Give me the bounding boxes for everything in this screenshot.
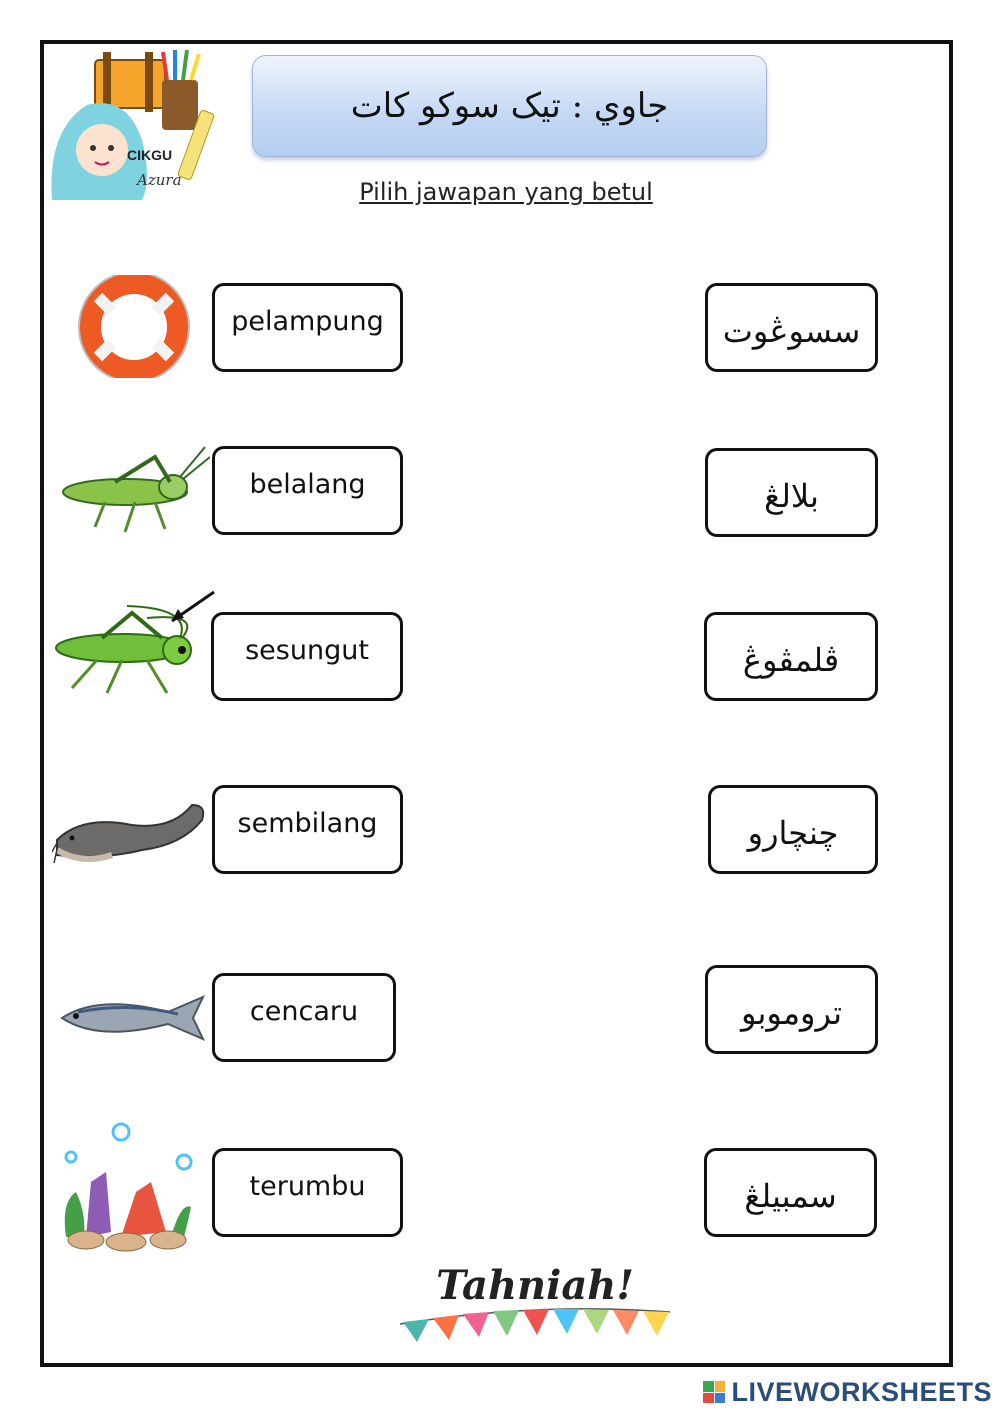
jawi-option-1[interactable]: سسوڠوت bbox=[705, 283, 878, 372]
grasshopper-icon bbox=[55, 437, 210, 537]
tahniah-text: Tahniah! bbox=[436, 1262, 634, 1309]
fish-icon bbox=[58, 992, 208, 1044]
word-box-sembilang[interactable]: sembilang bbox=[212, 785, 403, 874]
word-box-pelampung[interactable]: pelampung bbox=[212, 283, 403, 372]
bunting-icon bbox=[395, 1282, 675, 1352]
word-box-cencaru[interactable]: cencaru bbox=[212, 973, 396, 1062]
jawi-option-6[interactable]: سمبيلڠ bbox=[704, 1148, 877, 1237]
lifebuoy-icon bbox=[78, 275, 190, 378]
catfish-icon bbox=[52, 795, 207, 873]
word-box-sesungut[interactable]: sesungut bbox=[211, 612, 403, 701]
coral-reef-icon bbox=[56, 1122, 198, 1252]
tahniah-banner bbox=[395, 1262, 675, 1352]
jawi-option-5[interactable]: تروموبو bbox=[705, 965, 878, 1054]
liveworksheets-logo-icon bbox=[703, 1381, 725, 1403]
instruction-text: Pilih jawapan yang betul bbox=[359, 178, 653, 206]
word-box-terumbu[interactable]: terumbu bbox=[212, 1148, 403, 1237]
jawi-option-2[interactable]: بلالڠ bbox=[705, 448, 878, 537]
cikgu-azura-logo bbox=[47, 50, 217, 205]
liveworksheets-footer bbox=[703, 1374, 992, 1410]
logo-brand: CIKGU bbox=[127, 147, 173, 163]
antenna-grasshopper-icon bbox=[52, 588, 217, 700]
word-box-belalang[interactable]: belalang bbox=[212, 446, 403, 535]
liveworksheets-brand: LIVEWORKSHEETS bbox=[731, 1376, 992, 1407]
jawi-option-3[interactable]: ڤلمڤوڠ bbox=[704, 612, 878, 701]
title-banner bbox=[252, 55, 767, 157]
page-title: جاوي : تيک سوکو کات bbox=[350, 86, 669, 126]
logo-name: Azura bbox=[137, 171, 182, 189]
jawi-option-4[interactable]: چنچارو bbox=[708, 785, 878, 874]
